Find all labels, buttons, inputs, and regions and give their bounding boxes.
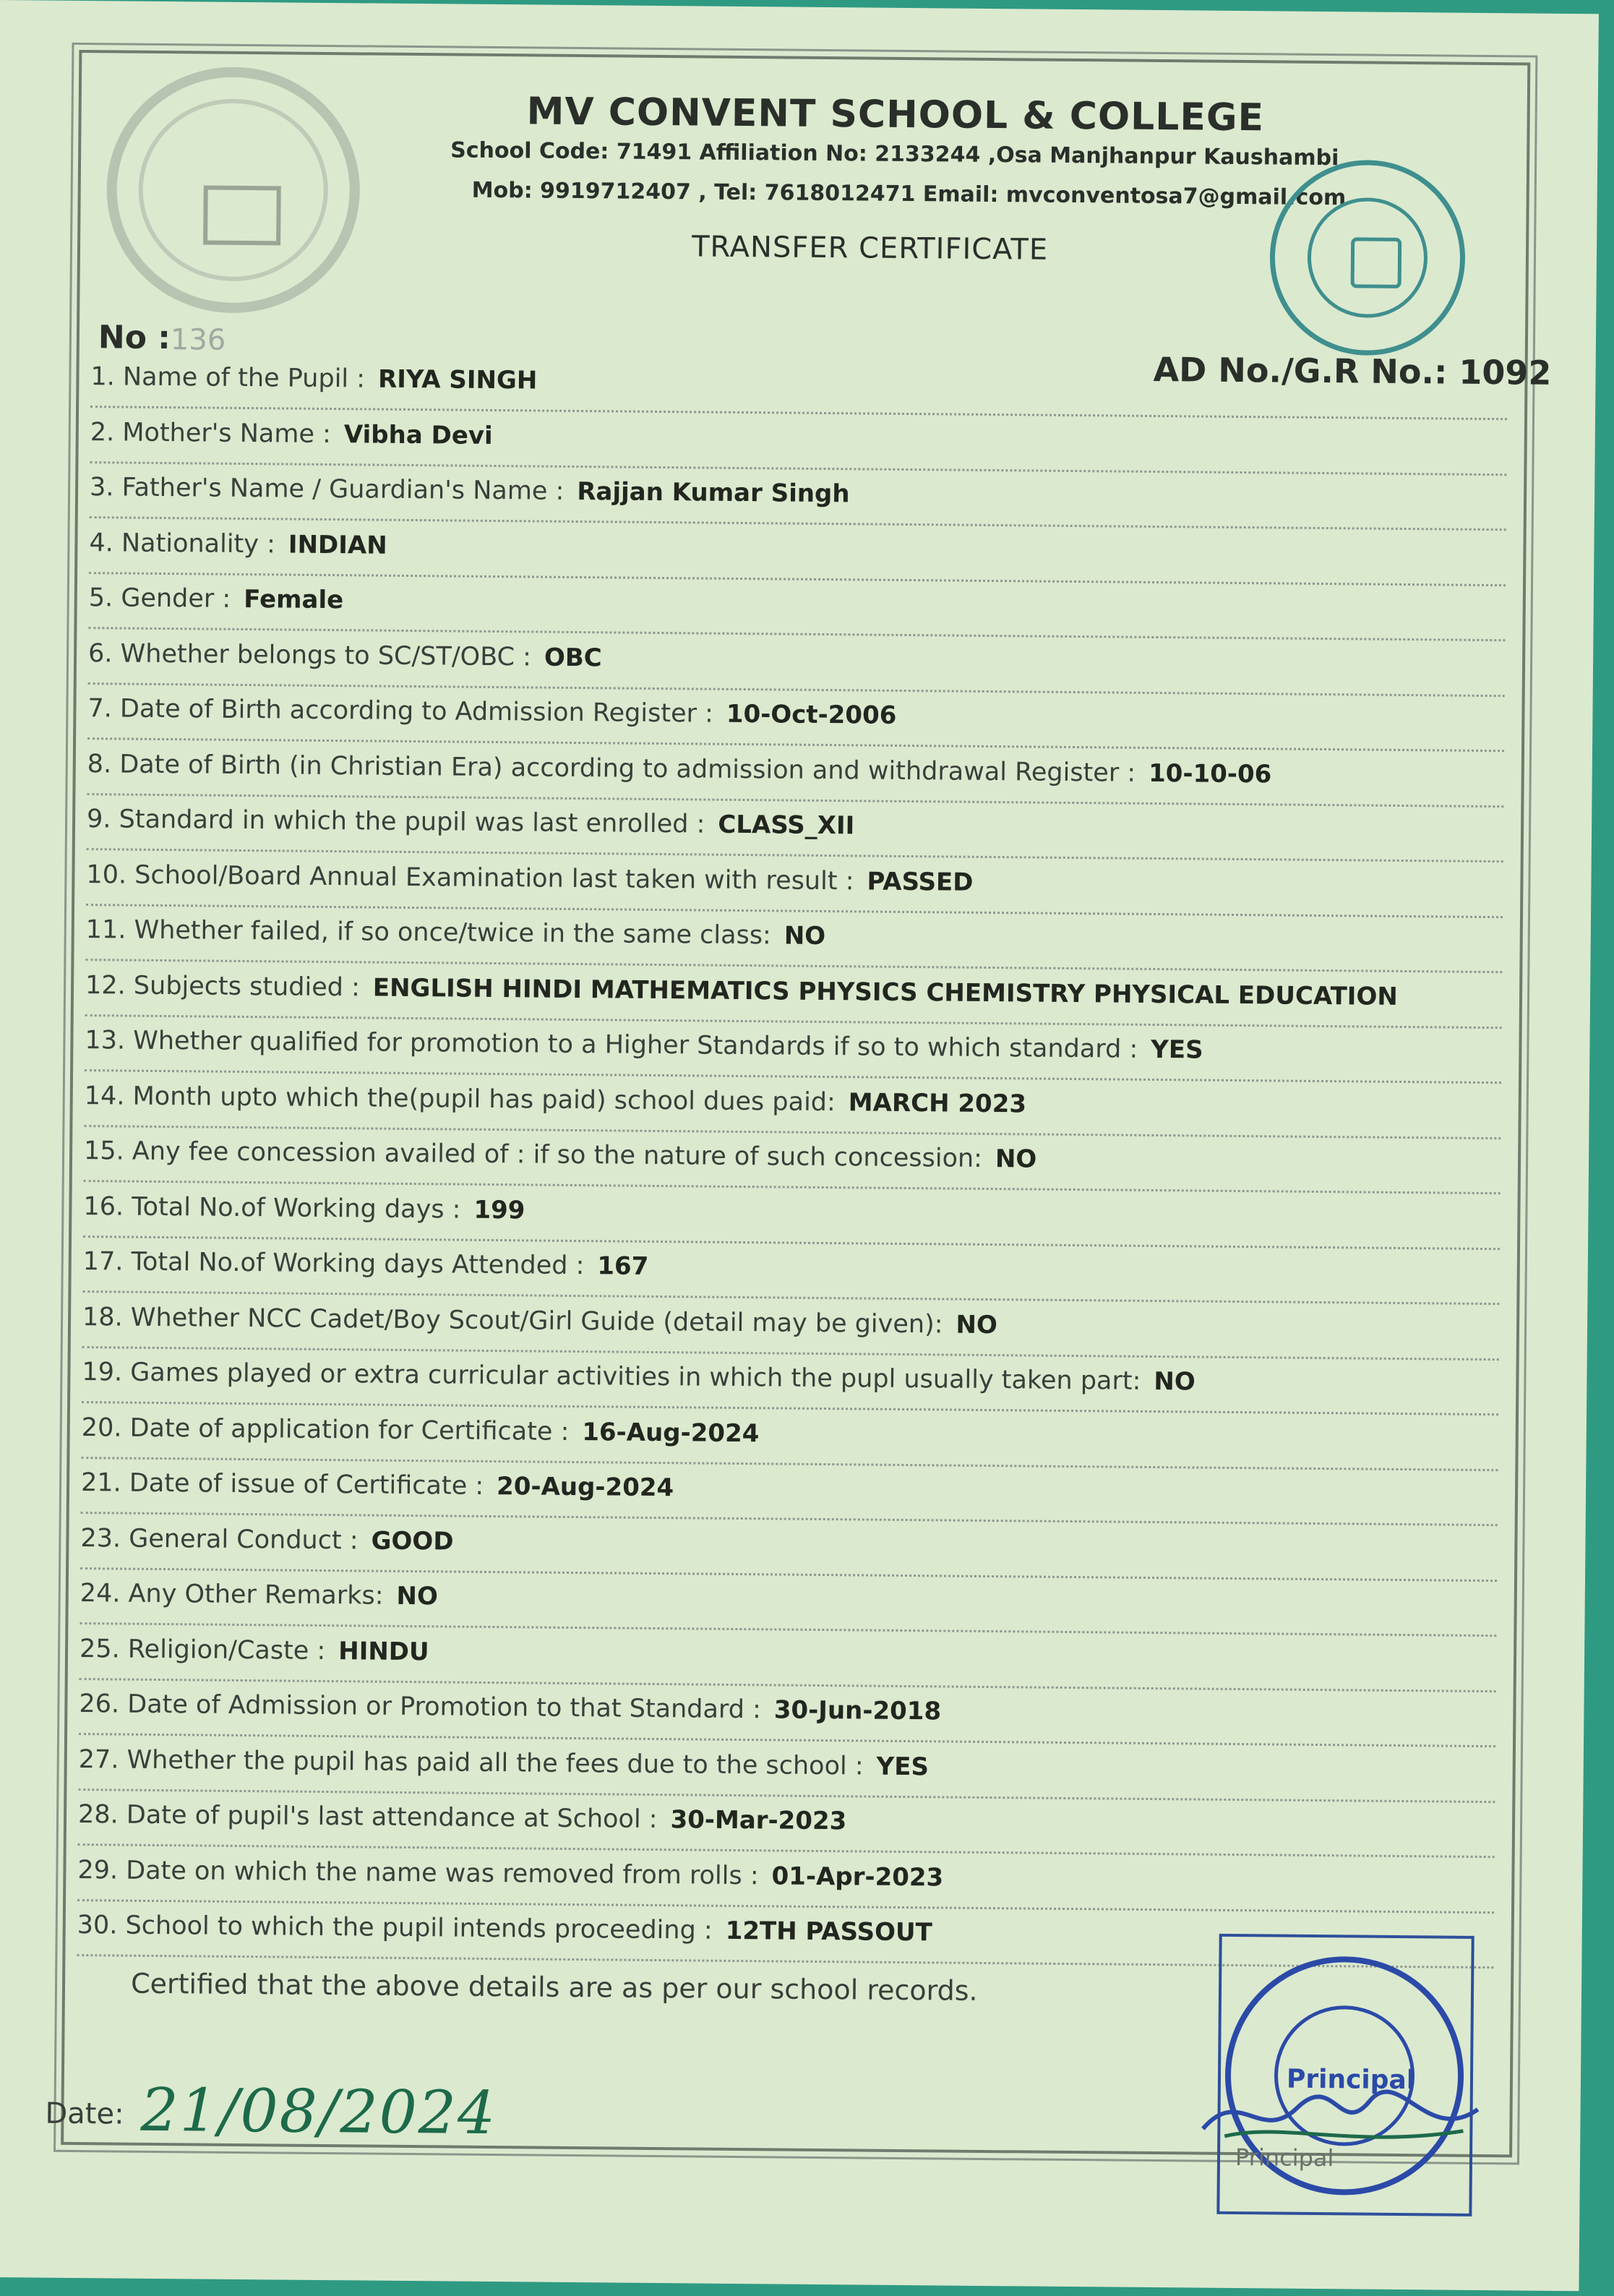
field-label: 29. Date on which the name was removed from rolls : — [77, 1855, 759, 1890]
field-label: 10. School/Board Annual Examination last taken with result : — [86, 860, 854, 896]
field-value: CLASS_XII — [718, 810, 855, 841]
principal-signature — [1196, 2078, 1485, 2153]
field-label: 14. Month upto which the(pupil has paid) school dues paid: — [84, 1081, 836, 1117]
field-value: INDIAN — [288, 530, 387, 560]
field-value: NO — [1154, 1367, 1196, 1397]
book-icon — [203, 185, 281, 245]
certification-statement: Certified that the above details are as per our school records. — [130, 1967, 978, 2007]
field-value: 10-10-06 — [1148, 758, 1272, 789]
field-value: MARCH 2023 — [848, 1087, 1027, 1118]
field-label: 9. Standard in which the pupil was last enrolled : — [86, 805, 705, 839]
field-label: 24. Any Other Remarks: — [80, 1579, 384, 1611]
field-value: NO — [956, 1310, 998, 1340]
admission-number: AD No./G.R No.: 1092 — [1153, 349, 1552, 393]
field-label: 4. Nationality : — [89, 528, 276, 559]
field-value: NO — [784, 921, 826, 951]
field-value: 10-Oct-2006 — [726, 699, 897, 730]
field-label: 27. Whether the pupil has paid all the fees due to the school : — [78, 1744, 864, 1781]
field-label: 5. Gender : — [88, 583, 231, 614]
field-value: HINDU — [338, 1636, 429, 1666]
field-value: OBC — [544, 643, 602, 672]
school-name: MV CONVENT SCHOOL & COLLEGE — [526, 90, 1265, 140]
field-label: 12. Subjects studied : — [85, 970, 361, 1002]
field-label: 19. Games played or extra curricular activities in which the pupl usually taken part: — [82, 1358, 1141, 1396]
field-label: 8. Date of Birth (in Christian Era) according to admission and withdrawal Register : — [87, 749, 1136, 788]
certificate-no-value: 136 — [170, 323, 226, 357]
field-label: 18. Whether NCC Cadet/Boy Scout/Girl Guide (detail may be given): — [82, 1302, 943, 1339]
school-code-line: School Code: 71491 Affiliation No: 2133244 ,Osa Manjhanpur Kaushambi — [450, 137, 1339, 171]
field-value: 30-Jun-2018 — [773, 1695, 942, 1726]
date-label: Date: — [45, 2096, 124, 2131]
field-label: 25. Religion/Caste : — [79, 1634, 326, 1666]
field-label: 28. Date of pupil's last attendance at School : — [77, 1800, 658, 1835]
field-value: Female — [244, 584, 344, 615]
field-label: 1. Name of the Pupil : — [90, 362, 366, 394]
field-value: 12TH PASSOUT — [725, 1916, 932, 1948]
field-label: 6. Whether belongs to SC/ST/OBC : — [87, 638, 532, 672]
field-label: 16. Total No.of Working days : — [83, 1191, 461, 1225]
field-label: 3. Father's Name / Guardian's Name : — [89, 473, 565, 506]
field-value: NO — [396, 1581, 439, 1611]
seal-emblem-icon — [1351, 237, 1402, 288]
school-logo-seal — [106, 66, 361, 314]
field-value: YES — [1151, 1035, 1203, 1065]
field-value: 01-Apr-2023 — [771, 1861, 944, 1892]
school-stamp-seal — [1269, 159, 1466, 356]
field-label: 21. Date of issue of Certificate : — [80, 1468, 484, 1501]
field-label: 26. Date of Admission or Promotion to that Standard : — [79, 1689, 762, 1725]
field-value: RIYA SINGH — [377, 364, 538, 395]
field-label: 7. Date of Birth according to Admission Register : — [87, 694, 714, 729]
field-value: PASSED — [867, 867, 974, 897]
stamp-principal-text: Principal — [1286, 2064, 1416, 2096]
certificate-no-label: No : — [98, 319, 171, 357]
field-value: Vibha Devi — [343, 419, 493, 450]
contact-line: Mob: 9919712407 , Tel: 7618012471 Email: mvconventosa7@gmail.com — [471, 177, 1347, 211]
field-label: 13. Whether qualified for promotion to a Higher Standards if so to which standard : — [85, 1026, 1138, 1064]
field-value: GOOD — [371, 1526, 454, 1556]
field-value: Rajjan Kumar Singh — [577, 476, 850, 509]
field-label: 20. Date of application for Certificate : — [81, 1413, 570, 1447]
field-value: 199 — [473, 1195, 525, 1225]
field-value: ENGLISH HINDI MATHEMATICS PHYSICS CHEMISTRY PHYSICAL EDUCATION — [372, 973, 1398, 1011]
principal-caption: Principal — [1235, 2143, 1334, 2172]
field-value: YES — [876, 1752, 930, 1781]
field-value: 167 — [597, 1251, 649, 1281]
field-label: 30. School to which the pupil intends proceeding : — [77, 1911, 713, 1945]
field-label: 17. Total No.of Working days Attended : — [82, 1247, 585, 1281]
field-label: 15. Any fee concession availed of : if so the nature of such concession: — [83, 1136, 983, 1173]
field-value: 16-Aug-2024 — [582, 1417, 760, 1448]
field-value: 30-Mar-2023 — [670, 1805, 847, 1836]
field-value: NO — [995, 1144, 1037, 1174]
field-label: 2. Mother's Name : — [90, 417, 332, 449]
field-label: 23. General Conduct : — [80, 1523, 359, 1555]
field-value: 20-Aug-2024 — [496, 1472, 674, 1503]
document-title: TRANSFER CERTIFICATE — [691, 230, 1049, 267]
handwritten-date: 21/08/2024 — [140, 2076, 497, 2149]
field-label: 11. Whether failed, if so once/twice in the same class: — [85, 915, 771, 951]
